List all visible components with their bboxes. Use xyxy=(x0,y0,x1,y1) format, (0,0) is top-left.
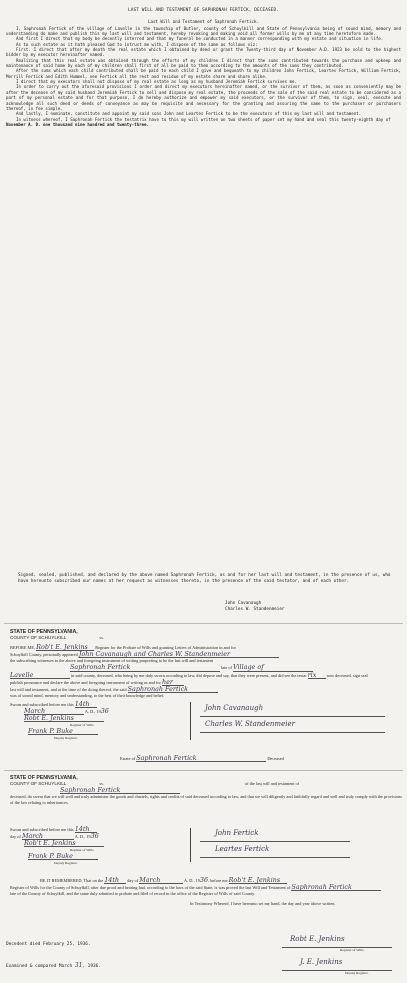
testatrix-name-handwritten: Saphronah Fertick xyxy=(60,787,180,794)
testatrix-name-handwritten: Saphronah Fertick xyxy=(70,664,220,671)
form-text: last will and testament, and at the time of the doing thereof, the said xyxy=(10,686,127,692)
ss-label: ss. xyxy=(99,781,104,787)
deputy-label: Deputy Register. xyxy=(54,736,78,741)
state-heading: STATE OF PENNSYLVANIA, xyxy=(10,629,78,635)
county-heading: COUNTY OF SCHUYLKILL xyxy=(10,781,67,787)
attestation-clause: Signed, sealed, published, and declared by the above named Saphronah Fertick, as and for her last will and testament, in the presence of us, who have hereunto subscribed our names at her request as witnesses thereto, in the presence of the said testator, and of each other. xyxy=(18,573,391,584)
witness-name: John Cavanaugh xyxy=(225,601,262,606)
form-text: Sworn and subscribed before me this xyxy=(10,827,74,832)
form-text: now deceased, sign seal xyxy=(326,672,368,678)
month-handwritten: March xyxy=(22,833,74,840)
estate-name-handwritten: Saphronah Fertick xyxy=(136,755,266,762)
form-text: before me xyxy=(210,878,228,883)
sworn-block-1 xyxy=(10,701,180,742)
form-text: Schuylkill County, personally appeared xyxy=(10,652,78,658)
form-text: publish pronounce and declare the above and foregoing instrument of writing as and for xyxy=(10,679,161,685)
testimony-text: In Testimony Whereof, I have hereunto set my hand, the day and year above written. xyxy=(190,901,336,907)
form-text: Sworn and subscribed before me this xyxy=(10,702,74,707)
form-text: was of sound mind, memory and understanding, to the best of their knowledge and belief. xyxy=(10,692,165,698)
form-text: in said county, deceased, who being by me duly sworn according to law, did depose and say, that they were present, and did see the testat xyxy=(71,672,307,678)
will-paragraph: In witness whereof, I Saphronah Fertick the testatrix have to this my will written on two sheets of paper set my hand and seal this twenty-eighth day of xyxy=(16,116,391,122)
deputy-label-block xyxy=(345,970,400,976)
will-paragraph: And first I direct that my body be decently interred and that my funeral be conducted in a manner corresponding with my estate and situation in life. xyxy=(16,36,384,42)
register-label: Register of Wills xyxy=(70,848,94,853)
will-date-line: November A. D. one thousand nine hundred and twenty-three. xyxy=(6,121,149,127)
will-subtitle: Last Will and Testament of Saphronah Fertick. xyxy=(148,19,259,25)
form-text: day of xyxy=(10,834,21,840)
deputy-signature: J. E. Jenkins xyxy=(300,958,343,966)
sworn-block-2 xyxy=(10,826,180,867)
will-paragraph: First. I direct that after my death the real estate which I obtained by deed or grant the Twenty-third day of November A.D. 1923 be sold to the highest bidder by my executor hereinafter named. xyxy=(6,47,401,58)
form-text: the subscribing witnesses to the above and foregoing instrument of writing purporting to be the last will and testament xyxy=(10,658,214,664)
executor-signature-1: John Fertick xyxy=(215,829,259,837)
register-signature: Robt E. Jenkins xyxy=(290,935,345,943)
examined-line xyxy=(6,962,101,969)
witness-signature-1: John Cavanaugh xyxy=(205,704,264,712)
pronoun-handwritten: her xyxy=(162,679,184,686)
register-signature: Robt E. Jenkins xyxy=(24,715,104,722)
will-paragraph: And lastly, I nominate, constitute and appoint my said sons John and Leartes Fertick to be the executors of this my last will and testament. xyxy=(16,111,362,117)
form-text: day of xyxy=(127,878,139,883)
register-label-block xyxy=(340,947,400,953)
place-handwritten: Lavelle xyxy=(10,672,70,679)
examined-label: Examined & compared March xyxy=(6,964,73,969)
probate-witness-affidavit xyxy=(10,629,402,699)
will-paragraph: I direct that my executors shall not dispose of my real estate as long as my husband Jeremiah Fertick survives me. xyxy=(16,79,297,85)
executor-signature-2: Leartes Fertick xyxy=(215,845,270,853)
register-name-handwritten: Rob't E. Jenkins xyxy=(36,644,94,651)
will-paragraph: Realizing that this real estate was obtained through the efforts of my children I direct that the sums contributed towards the purchase and upkeep and maintenance of said home by each of my children shall first of all be paid to them according to the amounts of the sums they contributed. xyxy=(6,57,401,69)
probate-certificate: BE IT REMEMBERED, That on the 14th day of March A. D., 1936, before me Rob't E. Jenkins Register of Wills for the County of Schuylkill, after due proof and hearing had, according to the laws of the said State, is was proved the last Will and Testament of Saphronah Fertick late of the County of Schuylkill, and the same duly admitted to probate and filed of record in the office of the Register of Wills of said County. In Testimony Whereof, I have hereunto set my hand, the day and year above written. xyxy=(10,877,402,907)
signature-line xyxy=(200,716,385,717)
deputy-signature: Frank P. Buke xyxy=(28,728,98,735)
form-text: A. D., 19 xyxy=(74,834,91,840)
examined-year: , 1936. xyxy=(82,964,101,969)
form-text: late of xyxy=(221,665,232,671)
testatrix-name-handwritten: Saphronah Fertick xyxy=(128,686,218,693)
state-heading: STATE OF PENNSYLVANIA, xyxy=(10,775,78,781)
year-handwritten: 36 xyxy=(199,876,209,884)
witness-list xyxy=(225,601,285,613)
year-handwritten: 36 xyxy=(90,832,99,841)
day-handwritten: 14th xyxy=(75,701,97,708)
form-text: Register for the Probate of Wills and granting Letters of Administration in and for xyxy=(95,645,236,651)
county-heading: COUNTY OF SCHUYLKILL xyxy=(10,635,67,641)
place-handwritten: Village of xyxy=(233,664,313,671)
register-label: Register of Wills xyxy=(70,723,94,728)
testatrix-suffix-handwritten: rix xyxy=(308,672,326,679)
month-handwritten: March xyxy=(24,708,84,715)
day-handwritten: 14th xyxy=(75,826,97,833)
form-text: deceased, do swear that we will well and truly administer the goods and chattels, rights and credits of said deceased according to law, and that we will diligently and faithfully regard and well and truly comply with the provisions of the law relating to inheritances. xyxy=(10,794,402,806)
signature-bracket xyxy=(190,702,191,740)
witnesses-handwritten: John Cavanaugh and Charles W. Standenmeier xyxy=(79,651,279,658)
will-paragraph: After the sums which each child contributed shall be paid to each child I give and bequeath to my children John Fertick, Leartes Fertick, William Fertick, Merrill Fertick and Edith Hummel, nee Fertick all the rest and residue of my estate share and share alike. xyxy=(6,68,401,79)
executor-oath xyxy=(10,775,402,806)
form-text: A. D., 19 xyxy=(184,878,200,883)
witness-name: Charles W. Standenmeier xyxy=(225,606,285,612)
section-divider xyxy=(4,623,403,624)
ss-label: ss. xyxy=(99,635,104,641)
will-paragraph: As to such estate as it hath pleased God to intrust me with, I dispose of the same as follows viz: xyxy=(16,41,258,47)
examined-day-handwritten: 31 xyxy=(74,962,83,969)
deputy-label: Deputy Register. xyxy=(54,861,78,866)
before-me-label: BEFORE ME, xyxy=(10,645,36,651)
form-text: Register of Wills for the County of Schuylkill, after due proof and hearing had, according to the laws of the said State, is was proved the last Will and Testament of xyxy=(10,885,291,891)
section-divider xyxy=(4,770,403,771)
will-paragraph: I, Saphronah Fertick of the village of Lavelle in the township of Butler, county of Schuylkill and State of Pennsylvania being of sound mind, memory and understanding do make and publish this my last will and testament, hereby revoking and making void all former wills by me at any time heretofore made. xyxy=(6,25,401,37)
deputy-signature: Frank P. Buke xyxy=(28,853,98,860)
signature-line xyxy=(200,857,350,858)
day-handwritten: 14th xyxy=(104,877,126,884)
form-text: of the last will and testament of xyxy=(244,781,300,787)
testatrix-name-handwritten: Saphronah Fertick xyxy=(291,884,381,891)
estate-line xyxy=(10,755,402,762)
register-label: Register of Wills xyxy=(340,948,364,952)
will-text-block xyxy=(6,8,401,563)
will-title: LAST WILL AND TESTAMENT OF SAPHRONAH FERTICK, DECEASED. xyxy=(128,8,279,13)
will-paragraph: In order to carry out the aforesaid provisions I order and direct my executors hereinafter named, or the survivor of them, as soon as conveniently may be after the decease of my said husband Jeremiah Fertick to sell and dispose my real estate, the proceeds of the sale of the said real estate to be considered as a part of my personal estate and for that purpose, I do hereby authorize and empower my said executors, or the survivor of them, to sign, seal, execute and acknowledge all such deed or deeds of conveyance as may be requisite and necessary for the granting and assuring the same to the purchaser or purchasers thereof, in fee simple. xyxy=(6,84,401,111)
signature-bracket xyxy=(190,828,191,862)
deputy-label: Deputy Register. xyxy=(345,971,369,975)
signature-line xyxy=(200,732,385,733)
form-text: A. D., 19 xyxy=(84,709,101,715)
decedent-death-date: Decedent died February 25, 1936. xyxy=(6,942,91,947)
signature-line xyxy=(200,841,350,842)
month-handwritten: March xyxy=(139,877,183,884)
deceased-label: Deceased xyxy=(267,756,284,761)
register-signature: Rob't E. Jenkins xyxy=(24,840,104,847)
estate-label: Estate of xyxy=(120,756,136,761)
register-name-handwritten: Rob't E. Jenkins xyxy=(229,877,287,884)
witness-signature-2: Charles W. Standenmeier xyxy=(205,720,295,728)
form-text: late of the County of Schuylkill, and the same duly admitted to probate and filed of record in the office of the Register of Wills of said County. xyxy=(10,891,256,897)
form-text: BE IT REMEMBERED, That on the xyxy=(40,878,104,883)
year-handwritten: 36 xyxy=(100,707,109,716)
